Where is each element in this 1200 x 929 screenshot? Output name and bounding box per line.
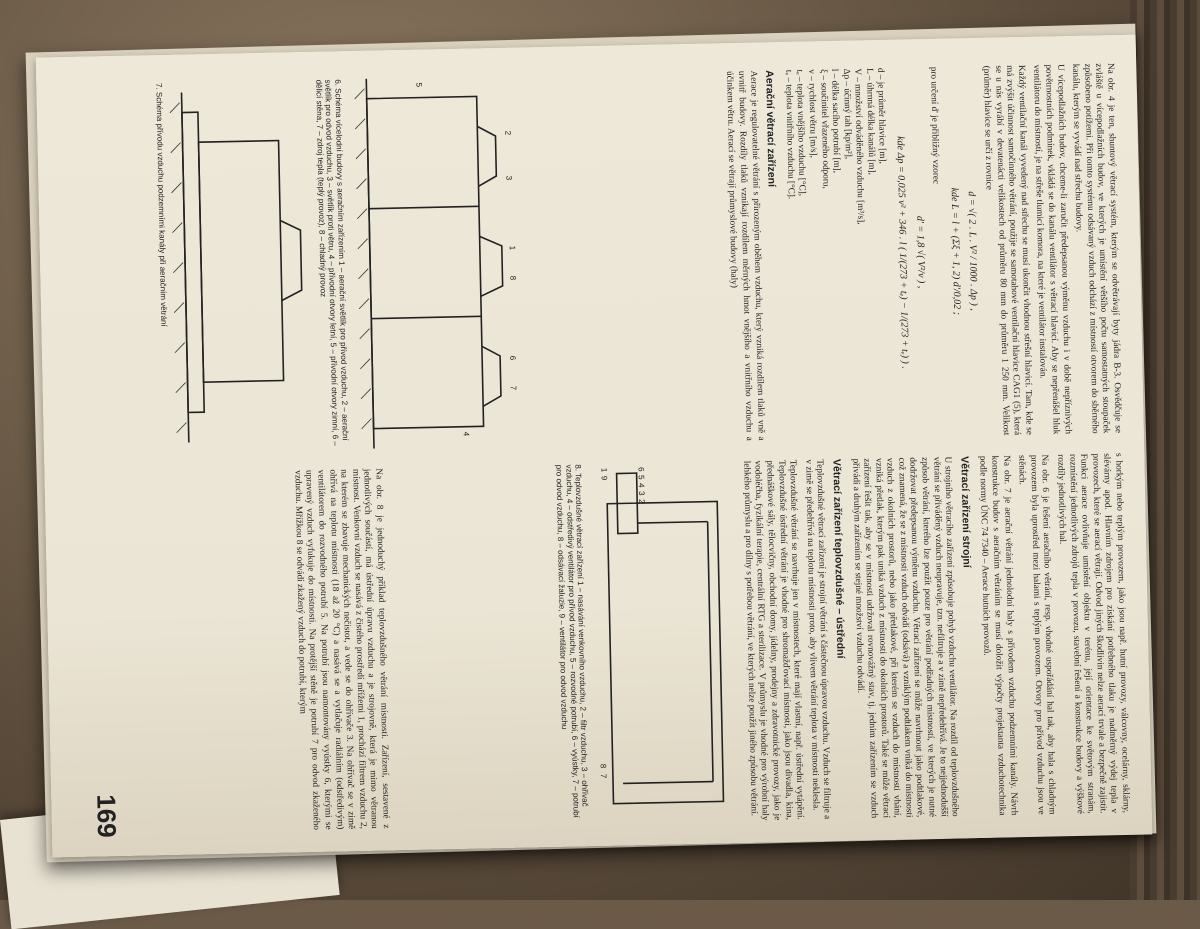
- fig8-label: 8: [598, 763, 608, 769]
- legend-line: tₑ – teplota vnějšího vzduchu [°C],: [795, 69, 809, 197]
- legend-line: v – rychlost větru [m/s],: [807, 69, 819, 158]
- formula-pressure: kde Δp = 0,025 v² + 346 . l ( 1/(273 + tₑ) − 1/(273 + tᵥ) ) .: [894, 136, 911, 369]
- legend-line: l – délka sacího potrubí [m],: [830, 68, 843, 174]
- paragraph-obr7: Na obr. 7 je aerační větrání jednolodní haly s přívodem vzduchu podzemními kanály. Návrh konstrukce budov s aeračním větráním se musí doložit výpočty projektanta vzduchotechnika podle normy ÚNC 74 7340 – Aerace hutních provozů.: [978, 455, 1020, 816]
- heading-aerace: Aerační větrací zařízení: [763, 70, 778, 188]
- formula-d-prime: d' = 1,8 √( V²/v ) ,: [913, 215, 927, 289]
- heading-teplovzdusne: Větrací zařízení teplovzdušné – ústřední: [830, 458, 847, 659]
- fig6-label: 7: [508, 385, 518, 391]
- legend-line: L – úhrnná délka kanálů [m],: [865, 68, 878, 176]
- paragraph-formula-intro: pro určení d' je přibližný vzorec: [929, 66, 942, 185]
- paragraph-strojni: U strojního větracího zařízení způsobuje pohyb vzduchu ventilátor. Na rozdíl od teplovzdušného větrání se přiváděný vzduch neupravuje, tzn. nefiltruje a v zimě nepředehřívá. Je to nejjednodušší způsob větrání, kterého lze použít pouze pro větrání podřadných místností, ve kterých je nutné dodržovat předepsanou výměnu vzduchu. Větrací zařízení se může navrhnout jako podtlakové, což znamená, že se z místnosti vzduch odvádí (odsává) a vzniklým podtlakem vniká do místnosti vzduch z okolních prostorů, nebo jako přetlakové, při kterém se vzduch do místnosti vhání, vzniká přetlak, kterým pak uniká vzduch z místnosti do okolních prostorů. Také se může větrací zařízení řešit tak, aby se v místnosti udržoval rovnovážný stav, tj. jednim zařízením se vzduch přivádí a druhým zařízením se stejné množství vzduchu odvádí.: [850, 456, 962, 819]
- column-right: [548, 453, 1132, 825]
- paragraph-intro: Na obr. 4 je ten, shuntový větrací systém, kterým se odvětrávají byty jádra B-3. Osvědčuje se zvláště u vícepodlažních budov, ve kterých je umístění většího počtu samostatných stoupaček způsobeno potížemi. Při tomto systému odsávaný vzduch odchází z místností otvorem do sběrného kanálu, kterým se vyvádí nad střechu budovy.: [1071, 62, 1124, 434]
- heading-strojni: Větrací zařízení strojní: [958, 456, 973, 568]
- figure-7-diagram: [168, 80, 316, 453]
- figures-6-7: [148, 76, 524, 454]
- figure-6-diagram: [346, 76, 524, 449]
- fig8-label: 4: [636, 482, 647, 488]
- legend-line: tᵥ – teplota vnitřního vzduchu [°C].: [783, 69, 797, 200]
- paragraph-teplovzdusne: Teplovzdušné větrací zařízení je strojní větrání s částečnou úpravou vzduchu. Vzduch se filtruje a v zimě se předehřívá na teplotu místnosti proto, aby vlivem větrání teplota v místnosti neklesla.: [804, 459, 834, 820]
- fig8-label: 5: [636, 474, 646, 480]
- figure-8-caption: 8. Teplovzdušné větrací zařízení 1 – nasávání venkovního vzduchu, 2 – filtr vzduchu, 3 – ohřívač vzduchu, 4 – odstředivý ventilátor pro přívod vzduchu, 5 – rozvodné potrubí, 6 – vyústky, 7 – potrubí pro odvod vzduchu, 8 – odsávací žaluzie, 9 – ventilátor pro odvod vzduchu: [554, 464, 590, 818]
- paragraph-ventilator: U vícepodlažních budov, chceme-li zaručit předepsanou výměnu vzduchu i v době nepříznivých povětrnostních podmínek, vkládá se do kanálu ventilátor s větrací hlavicí. Aby se nepřenášel hluk ventilátoru do místností, je na střeše tlumicí komora, na které je ventilátor instalován.: [1032, 64, 1074, 435]
- paragraph-teplovzdusne-use: Teplovzdušné větrání se navrhuje jen v místnostech, které mají vlastní, např. ústřední vytápění. Teplovzdušné ústřední větrání je vhodné pro shromažďovací místnosti, jako jsou divadla, kina, přednáškové sály, tělocvičny, obchodní domy, jídelny, prodejny a zdravotnické provozy, jako je vodoléčba, fyzikální terapie, centrální RTG a sterilizace. V průmyslu je vhodné pro výrobní haly lehkého průmyslu a pro dílny s potřebou větrání, ve kterých nelze použít jiného způsobu větrání.: [742, 459, 807, 821]
- fig6-label: 2: [503, 130, 513, 136]
- figure-8-diagram: [587, 461, 745, 824]
- page-content-rotated: [36, 35, 1153, 858]
- fig6-label: 5: [414, 82, 424, 88]
- fig6-label: 8: [508, 275, 518, 281]
- formula-length: kde L = l + (Σξ + 1, 2) d'/0,02 ;: [948, 187, 963, 316]
- formula-diameter: d = √( 2 . L . V² / 1000 . Δp ) ,: [966, 191, 980, 311]
- legend-line: Δp – účinný tah [kp/m²],: [841, 68, 854, 160]
- column-right-bottom: [288, 468, 392, 830]
- formula-legend: [782, 68, 894, 440]
- fig6-label: 4: [461, 431, 471, 437]
- fig8-label: 6: [636, 466, 646, 472]
- figure-7-caption: 7. Schéma přívodu vzduchu podzemními kanály při aeračním větrání: [154, 82, 169, 327]
- fig8-label: 1: [599, 467, 609, 473]
- paragraph-hlavice: Každý ventilační kanál vyvedený nad střechu se musí ukončit vhodnou střešní hlavicí. Tam, kde se má zvýšit účinnost samočinného větrání, použije se samotahové ventilační hlavice CAG1 (5), která se u nás vyrábí v devatenácti velikostech od průměru 80 mm do průměru 1 250 mm. Velikost (průměr) hlavice se určí z rovnice: [982, 64, 1035, 436]
- column-left: [720, 63, 1124, 441]
- paragraph-hot-operations: s horkým nebo teplým provozem, jako jsou např. hutní provozy, válcovny, ocelárny, sklárny, slévárny apod. Hlavním zdrojem pro získání potřebného tlaku je nadměrný výdej tepla v provozech, které se aerací větrají. Odvod jiných škodlivin nelze aerací trvale a bezpečně zajistit. Funkci aerace ovlivňuje umístění objektu v terénu, její orientace ke světovým stranám, rozmístění jednotlivých zdrojů tepla v provozu, stavební řešení a konstrukce budovy a výškové rozdíly jednotlivých hal.: [1056, 452, 1132, 814]
- legend-line: d – je průměr hlavice [m],: [876, 67, 889, 164]
- paragraph-obr6: Na obr. 6 je řešení aeračního větrání, resp. vhodné uspořádání hal tak, aby hala s chladným provozem byla uprostřed mezi halami s teplým provozem. Otvory pro přívod vzduchu jsou ve stěnách.: [1017, 454, 1059, 815]
- legend-line: V – množství odváděného vzduchu [m³/s],: [853, 68, 867, 225]
- fig6-label: 3: [504, 175, 514, 181]
- page-number: 169: [91, 793, 123, 838]
- fig8-label: 3: [637, 490, 647, 496]
- fig8-label: 9: [599, 475, 609, 481]
- fig8-label: 7: [599, 773, 609, 779]
- fig6-label: 6: [508, 355, 518, 361]
- paragraph-aerace: Aerace je regulovatelné větrání s přirozeným oběhem vzduchu, který vzniká rozdílem tlaků vně a uvnitř budovy. Rozdíly tlaků vznikají rozdílem měrných hmot vnějšího a vnitřního vzduchu a účinkem větru. Aerací se větrají průmyslové budovy (haly): [725, 70, 767, 441]
- fig8-label: 2: [637, 498, 647, 504]
- fig6-label: 1: [507, 245, 517, 251]
- paragraph-obr8: Na obr. 8 je jednoduchý příklad teplovzdušného větrání místnosti. Zařízení, sestavené z jednotlivých součástí, má ústřední úpravu vzduchu a je strojovně, která je mimo větranou místnost. Venkovní vzduch se nasává z čistého prostředí mřížemi 1, prochází filtrem vzduchu 2, na kterém se zbavuje mechanických nečistot, a vede se do ohřívače 3. Na ohřívač se v zimě ohřívá na teplotu místnosti (18 až 20 °C) a nasává se a vytlačuje radiálním (odstředivým) ventilátorem do rozvodného potrubí 5. Na potrubí jsou namontovány vyústky 6, kterými se upravený vzduch vyfukuje do místnosti. Na protější stěně je potrubí 7 pro odvod zkaženého vzduchu. Mřížkou 8 se odvádí zkažený vzduch do potrubí, kterým: [293, 468, 392, 830]
- figure-6-caption: 6. Schéma vícelodní budovy s aeračním zařízením 1 – aerační světlík pro přívod vzduchu, 2 – aerační světlík pro odvod vzduchu, 3 – světlík proti větru, 4 – přívodní otvory letní, 5 – přívodní otvory zimní, 6 – dělicí stěna, 7 – zdroj tepla (teplý provoz), 8 – chladný provoz: [314, 79, 350, 446]
- book-page: [36, 35, 1153, 858]
- legend-line: ξ – součinitel vřazeného odporu,: [818, 69, 832, 189]
